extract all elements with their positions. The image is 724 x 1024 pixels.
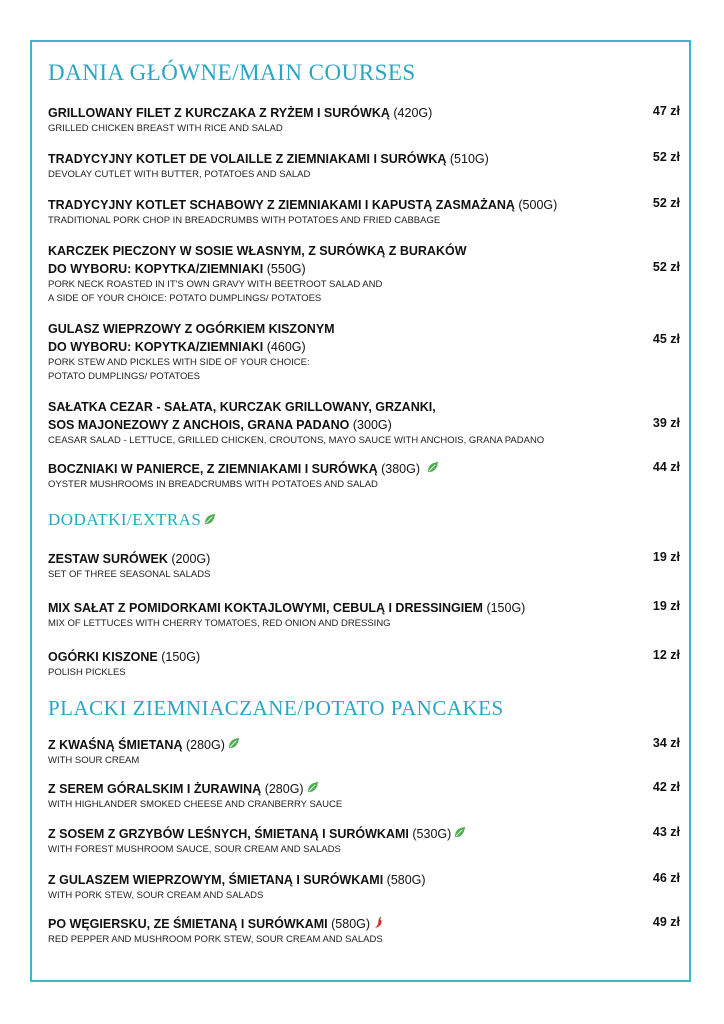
item-description: WITH SOUR CREAM <box>48 755 140 766</box>
item-description: A SIDE OF YOUR CHOICE: POTATO DUMPLINGS/ POTATOES <box>48 293 322 304</box>
item-description: WITH PORK STEW, SOUR CREAM AND SALADS <box>48 890 264 901</box>
item-weight: (150G) <box>161 650 201 664</box>
item-weight: (580G) <box>386 873 426 887</box>
menu-item <box>48 599 680 631</box>
menu-item <box>48 825 680 857</box>
item-description: RED PEPPER AND MUSHROOM PORK STEW, SOUR CREAM AND SALADS <box>48 934 383 945</box>
item-price: 43 zł <box>652 825 680 839</box>
menu-item <box>48 398 680 448</box>
item-name: Z GULASZEM WIEPRZOWYM, ŚMIETANĄ I SURÓWKAMI <box>48 873 384 887</box>
menu-item <box>48 320 680 384</box>
item-price: 49 zł <box>652 915 680 929</box>
item-name: Z SOSEM Z GRZYBÓW LEŚNYCH, ŚMIETANĄ I SURÓWKAMI <box>48 827 409 841</box>
item-name: GRILLOWANY FILET Z KURCZAKA Z RYŻEM I SURÓWKĄ <box>48 106 390 120</box>
item-price: 19 zł <box>652 599 680 613</box>
item-name: BOCZNIAKI W PANIERCE, Z ZIEMNIAKAMI I SURÓWKĄ <box>48 462 378 476</box>
item-description: OYSTER MUSHROOMS IN BREADCRUMBS WITH POTATOES AND SALAD <box>48 479 378 490</box>
menu-item <box>48 648 680 680</box>
item-description: WITH HIGHLANDER SMOKED CHEESE AND CRANBERRY SAUCE <box>48 799 343 810</box>
item-name: SOS MAJONEZOWY Z ANCHOIS, GRANA PADANO <box>48 418 350 432</box>
menu-item <box>48 736 680 768</box>
item-price: 47 zł <box>652 104 680 118</box>
section-title-text: DODATKI/EXTRAS <box>48 510 202 529</box>
item-name: ZESTAW SURÓWEK <box>48 552 168 566</box>
menu-item <box>48 871 680 903</box>
item-weight: (510G) <box>449 152 489 166</box>
item-weight: (500G) <box>518 198 558 212</box>
leaf-icon <box>203 513 216 526</box>
leaf-icon <box>426 461 439 474</box>
item-name: DO WYBORU: KOPYTKA/ZIEMNIAKI <box>48 340 264 354</box>
item-description: CEASAR SALAD - LETTUCE, GRILLED CHICKEN, CROUTONS, MAYO SAUCE WITH ANCHOIS, GRANA PADANO <box>48 435 545 446</box>
menu-item <box>48 196 680 228</box>
item-name: PO WĘGIERSKU, ZE ŚMIETANĄ I SURÓWKAMI <box>48 917 328 931</box>
item-description: SET OF THREE SEASONAL SALADS <box>48 569 211 580</box>
item-price: 52 zł <box>652 196 680 210</box>
chili-pepper-icon <box>372 916 385 929</box>
item-weight: (550G) <box>266 262 306 276</box>
item-description: DEVOLAY CUTLET WITH BUTTER, POTATOES AND SALAD <box>48 169 311 180</box>
item-price: 12 zł <box>652 648 680 662</box>
menu-item <box>48 780 680 812</box>
leaf-icon <box>306 781 319 794</box>
item-description: POLISH PICKLES <box>48 667 126 678</box>
leaf-icon <box>227 737 240 750</box>
menu-item <box>48 242 680 306</box>
menu-item <box>48 550 680 582</box>
item-weight: (150G) <box>486 601 526 615</box>
item-weight: (460G) <box>266 340 306 354</box>
item-price: 19 zł <box>652 550 680 564</box>
item-weight: (380G) <box>381 462 421 476</box>
item-weight: (200G) <box>171 552 211 566</box>
item-description: PORK STEW AND PICKLES WITH SIDE OF YOUR CHOICE: <box>48 357 310 368</box>
leaf-icon <box>453 826 466 839</box>
item-name: DO WYBORU: KOPYTKA/ZIEMNIAKI <box>48 262 264 276</box>
item-name: Z SEREM GÓRALSKIM I ŻURAWINĄ <box>48 782 262 796</box>
menu-item <box>48 460 680 492</box>
item-description: PORK NECK ROASTED IN IT'S OWN GRAVY WITH BEETROOT SALAD AND <box>48 279 383 290</box>
item-weight: (580G) <box>331 917 371 931</box>
item-description: GRILLED CHICKEN BREAST WITH RICE AND SALAD <box>48 123 283 134</box>
menu-item <box>48 915 680 947</box>
item-price: 39 zł <box>652 416 680 430</box>
item-price: 46 zł <box>652 871 680 885</box>
item-name: OGÓRKI KISZONE <box>48 650 158 664</box>
item-weight: (280G) <box>264 782 304 796</box>
menu-item <box>48 104 680 136</box>
item-description: TRADITIONAL PORK CHOP IN BREADCRUMBS WITH POTATOES AND FRIED CABBAGE <box>48 215 441 226</box>
item-weight: (300G) <box>352 418 392 432</box>
item-description: POTATO DUMPLINGS/ POTATOES <box>48 371 201 382</box>
item-price: 45 zł <box>652 332 680 346</box>
item-description: MIX OF LETTUCES WITH CHERRY TOMATOES, RED ONION AND DRESSING <box>48 618 391 629</box>
item-weight: (280G) <box>185 738 225 752</box>
item-price: 52 zł <box>652 260 680 274</box>
item-name: KARCZEK PIECZONY W SOSIE WŁASNYM, Z SURÓWKĄ Z BURAKÓW <box>48 244 467 258</box>
item-name: MIX SAŁAT Z POMIDORKAMI KOKTAJLOWYMI, CEBULĄ I DRESSINGIEM <box>48 601 483 615</box>
item-price: 34 zł <box>652 736 680 750</box>
item-price: 42 zł <box>652 780 680 794</box>
section-title-main-courses: DANIA GŁÓWNE/MAIN COURSES <box>48 60 416 85</box>
section-title-extras <box>48 510 216 530</box>
item-name: GULASZ WIEPRZOWY Z OGÓRKIEM KISZONYM <box>48 322 335 336</box>
item-price: 52 zł <box>652 150 680 164</box>
item-price: 44 zł <box>652 460 680 474</box>
item-description: WITH FOREST MUSHROOM SAUCE, SOUR CREAM AND SALADS <box>48 844 341 855</box>
item-weight: (530G) <box>412 827 452 841</box>
item-name: TRADYCYJNY KOTLET DE VOLAILLE Z ZIEMNIAKAMI I SURÓWKĄ <box>48 152 447 166</box>
item-name: Z KWAŚNĄ ŚMIETANĄ <box>48 738 183 752</box>
item-weight: (420G) <box>393 106 433 120</box>
section-title-potato-pancakes: PLACKI ZIEMNIACZANE/POTATO PANCAKES <box>48 696 504 720</box>
menu-item <box>48 150 680 182</box>
item-name: SAŁATKA CEZAR - SAŁATA, KURCZAK GRILLOWANY, GRZANKI, <box>48 400 436 414</box>
item-name: TRADYCYJNY KOTLET SCHABOWY Z ZIEMNIAKAMI I KAPUSTĄ ZASMAŻANĄ <box>48 198 515 212</box>
